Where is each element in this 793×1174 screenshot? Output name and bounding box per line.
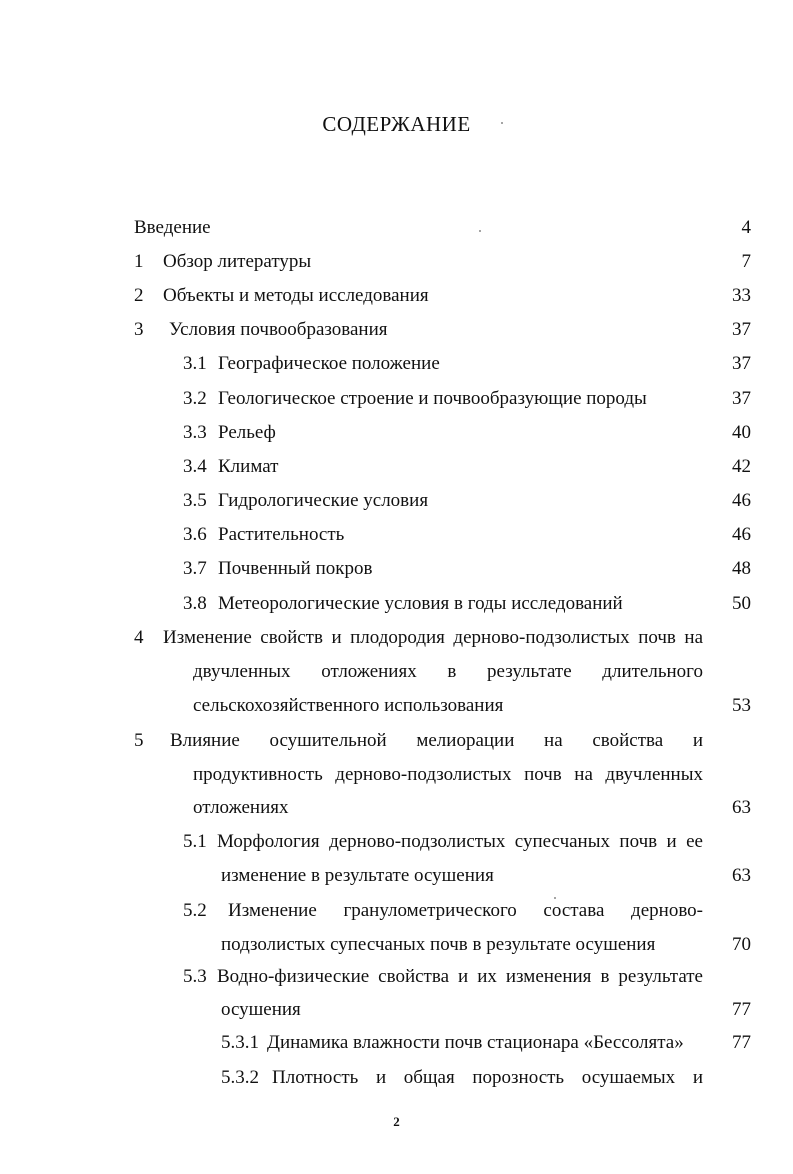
toc-page-number: 37: [732, 353, 751, 374]
toc-entry-text: Геологическое строение и почвообразующие породы: [218, 388, 647, 409]
scan-speck: [479, 230, 481, 232]
scan-speck: [501, 122, 503, 124]
toc-entry-3-6: [183, 524, 344, 546]
toc-entry-number: 5.3.1: [221, 1032, 259, 1053]
toc-entry-text: Условия почвообразования: [169, 319, 388, 340]
toc-page-number: 46: [732, 490, 751, 511]
toc-entry-5-1-line-1: Морфология дерново-подзолистых супесчаных почв и ее: [217, 831, 703, 852]
toc-entry-5-3-2-line-1: Плотность и общая порозность осушаемых и: [272, 1067, 703, 1088]
toc-page-number: 42: [732, 456, 751, 477]
toc-page-number: 63: [732, 797, 751, 818]
toc-entry-5-1-number: 5.1: [183, 831, 207, 852]
toc-entry-3-4: [183, 456, 278, 478]
toc-page-number: 77: [732, 999, 751, 1020]
toc-entry-3: [134, 319, 388, 341]
toc-entry-text: Растительность: [218, 524, 345, 545]
toc-entry-number: 1: [134, 251, 144, 272]
toc-entry-number: 3.6: [183, 524, 207, 545]
toc-entry-5-line-1: Влияние осушительной мелиорации на свойства и: [170, 730, 703, 751]
toc-entry-number: 2: [134, 285, 144, 306]
toc-entry-4-number: 4: [134, 627, 144, 648]
toc-entry-number: 3.2: [183, 388, 207, 409]
toc-entry-text: Географическое положение: [218, 353, 440, 374]
toc-page-number: 50: [732, 593, 751, 614]
toc-entry-3-5: [183, 490, 428, 512]
toc-entry-5-2-line-2: подзолистых супесчаных почв в результате осушения: [221, 934, 656, 955]
page-title: СОДЕРЖАНИЕ: [322, 112, 471, 136]
toc-entry-3-7: [183, 558, 372, 580]
toc-entry-5-2-number: 5.2: [183, 900, 207, 921]
toc-entry-text: Метеорологические условия в годы исследований: [218, 593, 623, 614]
toc-page-number: 33: [732, 285, 751, 306]
toc-entry-text: Почвенный покров: [218, 558, 373, 579]
toc-page-number: 7: [741, 251, 751, 272]
toc-page-number: 37: [732, 319, 751, 340]
toc-entry-5-3-number: 5.3: [183, 966, 207, 987]
toc-page-number: 4: [741, 217, 751, 238]
toc-entry-3-3: [183, 422, 276, 444]
toc-entry-number: 3.4: [183, 456, 207, 477]
toc-entry-text: Объекты и методы исследования: [163, 285, 429, 306]
toc-page-number: 70: [732, 934, 751, 955]
toc-entry-number: 3.7: [183, 558, 207, 579]
toc-entry-3-2: [183, 388, 647, 410]
toc-entry-4-line-1: Изменение свойств и плодородия дерново-подзолистых почв на: [163, 627, 703, 648]
toc-page-number: 37: [732, 388, 751, 409]
toc-page-number: 77: [732, 1032, 751, 1053]
toc-entry-text: Климат: [218, 456, 279, 477]
toc-entry-3-1: [183, 353, 440, 375]
toc-entry-text: Обзор литературы: [163, 251, 312, 272]
toc-page-number: 63: [732, 865, 751, 886]
toc-entry-5-3-2-number: 5.3.2: [221, 1067, 259, 1088]
toc-entry-4-line-2: двучленных отложениях в результате длительного: [193, 661, 703, 682]
toc-entry-5-line-3: отложениях: [193, 797, 289, 818]
toc-entry-text: Введение: [134, 217, 211, 238]
toc-page-number: 40: [732, 422, 751, 443]
toc-entry-number: 3: [134, 319, 144, 340]
scan-speck: [554, 897, 556, 899]
toc-entry-number: 3.5: [183, 490, 207, 511]
toc-entry-4-line-3: сельскохозяйственного использования: [193, 695, 504, 716]
toc-entry-5-3-1: [221, 1032, 684, 1054]
toc-entry-5-line-2: продуктивность дерново-подзолистых почв на двучленных: [193, 764, 703, 785]
toc-entry-1: [134, 251, 311, 273]
toc-entry-5-2-line-1: Изменение гранулометрического состава дерново-: [228, 900, 703, 921]
toc-entry-5-3-line-2: осушения: [221, 999, 301, 1020]
toc-entry-number: 3.1: [183, 353, 207, 374]
toc-page-number: 53: [732, 695, 751, 716]
toc-page-number: 46: [732, 524, 751, 545]
toc-entry-5-number: 5: [134, 730, 144, 751]
toc-entry-text: Динамика влажности почв стационара «Бессолята»: [267, 1032, 684, 1053]
toc-entry-5-3-line-1: Водно-физические свойства и их изменения в результате: [217, 966, 703, 987]
toc-entry-number: 3.8: [183, 593, 207, 614]
toc-entry-5-1-line-2: изменение в результате осушения: [221, 865, 494, 886]
toc-page-number: 48: [732, 558, 751, 579]
toc-entry-text: Рельеф: [218, 422, 276, 443]
toc-entry-text: Гидрологические условия: [218, 490, 429, 511]
toc-entry-number: 3.3: [183, 422, 207, 443]
toc-entry-2: [134, 285, 429, 307]
footer-page-number: 2: [393, 1114, 400, 1129]
toc-entry-3-8: [183, 593, 623, 615]
toc-entry-intro: [134, 217, 211, 239]
